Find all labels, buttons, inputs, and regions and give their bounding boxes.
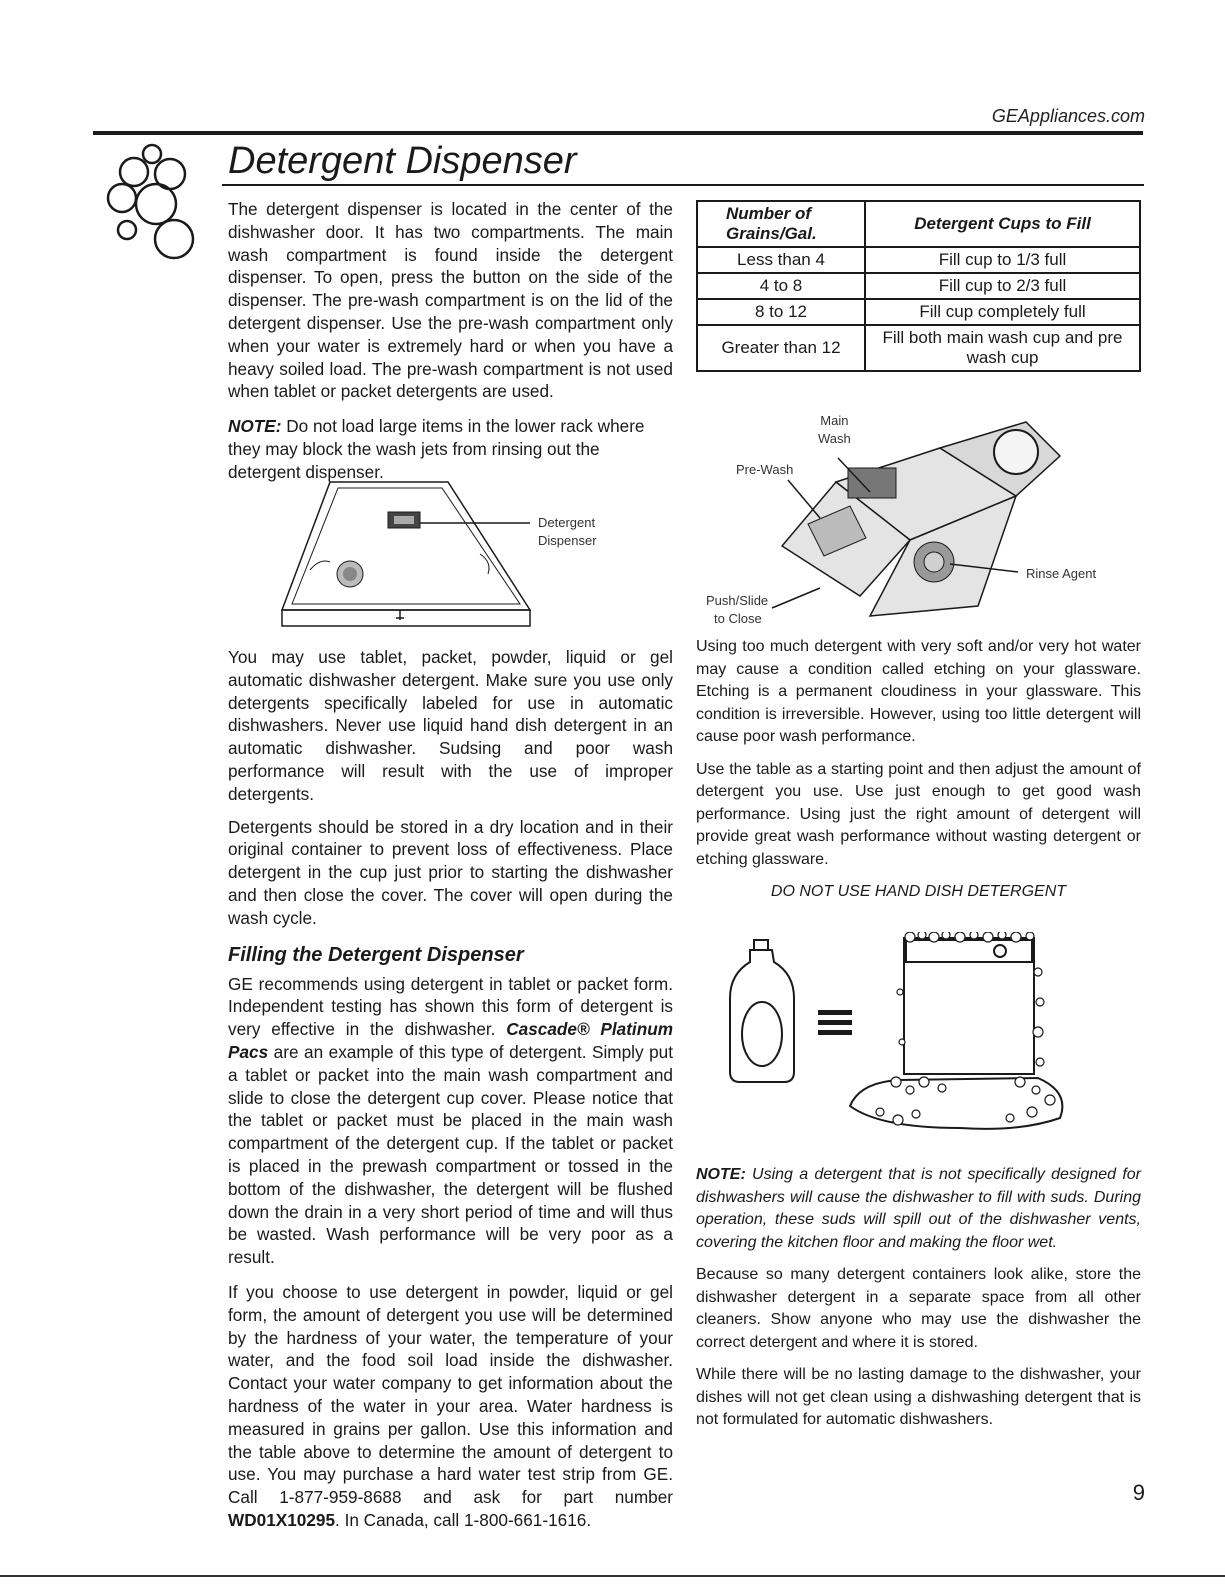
- storage-paragraph: Detergents should be stored in a dry location and in their original container to prevent loss of effectiveness. Place detergent in the cup just prior to starting the dishwasher and then close the cover. The cover will open during the wash cycle.: [228, 816, 673, 928]
- bottom-rule: [0, 1575, 1225, 1577]
- table-row: [697, 247, 1140, 273]
- table-row: [697, 273, 1140, 299]
- table-row: [697, 325, 1140, 371]
- hardness-text-a: If you choose to use detergent in powder, liquid or gel form, the amount of detergent you use will be determined by the hardness of your water, the temperature of your water, and the food soil load inside the dishwasher. Contact your water company to get information about the hardness of the water in your area. Water hardness is measured in grains per gallon. Use this information and the table above to determine the amount of detergent to use. You may purchase a hard water test strip from GE. Call 1-877-959-8688 and ask for part number: [228, 1281, 673, 1508]
- page-title: Detergent Dispenser: [228, 140, 577, 182]
- suds-note-paragraph: [696, 1164, 1141, 1254]
- dishwasher-door-illustration: [280, 478, 540, 630]
- note-text: Do not load large items in the lower rack where they may block the wash jets from rinsing out the detergent dispenser.: [228, 416, 645, 482]
- table-usage-paragraph: Use the table as a starting point and then adjust the amount of detergent you use. Use just enough to get good wash performance. Using just the right amount of detergent will provide great wash performance without wasting detergent or etching glassware.: [696, 760, 1141, 868]
- fill-cell: Fill cup to 2/3 full: [865, 273, 1140, 299]
- filling-paragraph: [228, 973, 673, 1269]
- fill-cell: Fill cup to 1/3 full: [865, 247, 1140, 273]
- note-label: NOTE:: [228, 416, 282, 437]
- hand-detergent-warning-illustration: [720, 932, 1090, 1162]
- main-wash-line2: Wash: [818, 431, 851, 446]
- left-column-top: [228, 198, 673, 484]
- title-rule: [222, 184, 1144, 186]
- push-slide-label: [706, 592, 768, 628]
- header-rule: [93, 131, 1143, 135]
- fill-cell: Fill both main wash cup and pre wash cup: [865, 325, 1140, 371]
- detergent-types-paragraph: You may use tablet, packet, powder, liquid or gel automatic dishwasher detergent. Make sure you use only detergents specifically labeled for use in automatic dishwashers. Never use liquid hand dish detergent in an automatic dishwasher. Sudsing and poor wash performance will result with the use of improper detergents.: [228, 647, 673, 804]
- hardness-paragraph: [228, 1281, 673, 1532]
- intro-paragraph: The detergent dispenser is located in the center of the dishwasher door. It has two compartments. The main wash compartment is found inside the detergent dispenser. To open, press the button on the side of the dispenser. The pre-wash compartment is on the lid of the detergent dispenser. Use the pre-wash compartment only when your water is extremely hard or when you have a heavy soiled load. The pre-wash compartment is not used when tablet or packet detergents are used.: [228, 199, 673, 402]
- detergent-dispenser-label: [538, 514, 597, 550]
- note-paragraph: [228, 415, 648, 483]
- grains-cell: 8 to 12: [697, 299, 865, 325]
- grains-cell: 4 to 8: [697, 273, 865, 299]
- storage-advice-paragraph: Because so many detergent containers look alike, store the dishwasher detergent in a separate space from all other cleaners. Show anyone who may use the dishwasher the correct detergent and where it is stored.: [696, 1266, 1141, 1351]
- grains-cell: Greater than 12: [697, 325, 865, 371]
- no-damage-paragraph: While there will be no lasting damage to the dishwasher, your dishes will not get clean using a dishwashing detergent that is not formulated for automatic dishwashers.: [696, 1366, 1141, 1428]
- detergent-label-line2: Dispenser: [538, 533, 597, 548]
- detergent-label-line1: Detergent: [538, 515, 596, 530]
- pre-wash-label: Pre-Wash: [736, 462, 794, 477]
- fill-cell: Fill cup completely full: [865, 299, 1140, 325]
- main-wash-label: [818, 412, 851, 448]
- filling-text-a: GE recommends using detergent in tablet or packet form. Independent testing has shown this form of detergent is very effective in the dishwasher.: [228, 973, 673, 1040]
- part-number: WD01X10295: [228, 1509, 336, 1530]
- detergent-table: [696, 200, 1141, 372]
- table-header-fill: Detergent Cups to Fill: [865, 201, 1140, 247]
- filling-subheading: Filling the Detergent Dispenser: [228, 943, 524, 966]
- brand-name: Cascade® Platinum Pacs: [228, 1019, 673, 1062]
- push-slide-line2: to Close: [714, 611, 762, 626]
- bubbles-icon: [100, 142, 200, 260]
- right-column-top: [696, 636, 1141, 901]
- table-row: [697, 299, 1140, 325]
- suds-note-text: Using a detergent that is not specifically designed for dishwashers will cause the dishwasher to fill with suds. During operation, these suds will spill out of the dishwasher vents, covering the kitchen floor and making the floor wet.: [696, 1166, 1141, 1251]
- hardness-text-b: . In Canada, call 1-800-661-1616.: [335, 1509, 592, 1530]
- table-header-row: [697, 201, 1140, 247]
- etching-paragraph: Using too much detergent with very soft and/or very hot water may cause a condition called etching on your glassware. Etching is a permanent cloudiness in your glassware. This condition is irreversible. However, using too little detergent will cause poor wash performance.: [696, 638, 1141, 745]
- site-url: GEAppliances.com: [991, 106, 1145, 126]
- push-slide-line1: Push/Slide: [706, 593, 769, 608]
- grains-cell: Less than 4: [697, 247, 865, 273]
- rinse-agent-label: Rinse Agent: [1026, 566, 1097, 581]
- suds-note-label: NOTE:: [696, 1166, 746, 1183]
- warning-heading: DO NOT USE HAND DISH DETERGENT: [770, 883, 1067, 900]
- right-column-bottom: [696, 1164, 1141, 1432]
- main-wash-line1: Main: [820, 413, 849, 428]
- page-number: 9: [1132, 1480, 1145, 1505]
- filling-text-b: are an example of this type of detergent. Simply put a tablet or packet into the main wash compartment and slide to close the detergent cup cover. Please notice that the tablet or packet must be placed in the main wash compartment of the detergent cup. If the tablet or packet is placed in the prewash compartment or tossed in the bottom of the dishwasher, the detergent will be flushed down the drain in a very short period of time and will thus be wasted. Wash performance will be very poor as a result.: [228, 1041, 673, 1268]
- table-header-grains: Number of Grains/Gal.: [697, 201, 865, 247]
- left-column-bottom: [228, 646, 673, 1532]
